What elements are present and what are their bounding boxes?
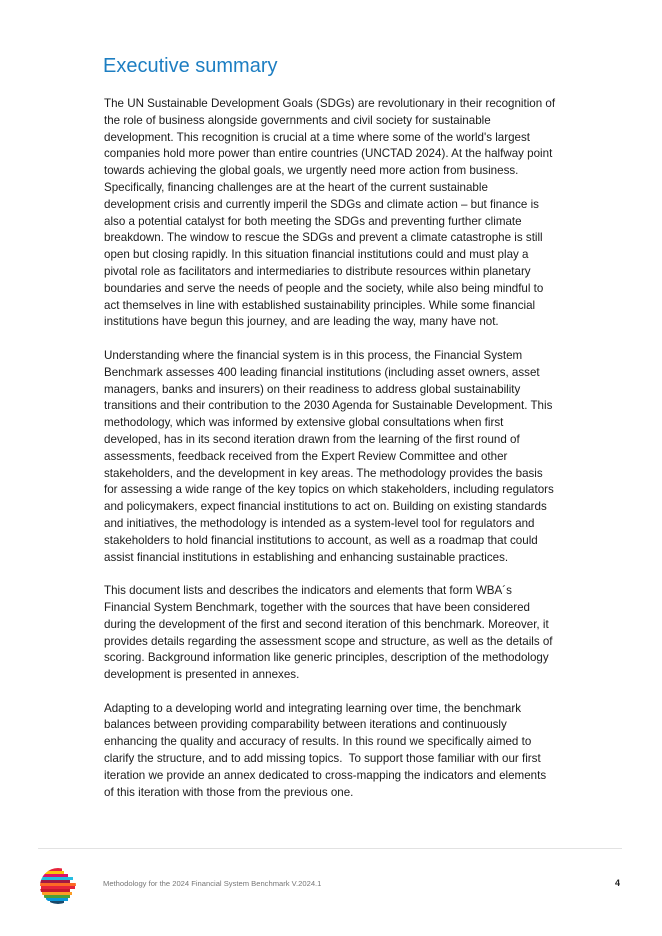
wba-logo-icon: [38, 866, 78, 906]
text-line: methodology, which was informed by extensive global consultations when first: [104, 416, 504, 430]
text-line: and initiatives, the methodology is intended as a system-level tool for regulators and: [104, 516, 535, 530]
footer-document-title: Methodology for the 2024 Financial System Benchmark V.2024.1: [103, 879, 322, 888]
text-line: Specifically, financing challenges are at the heart of the current sustainable: [104, 180, 488, 194]
text-line: towards achieving the global goals, we urgently need more action from business.: [104, 164, 519, 178]
text-line: managers, banks and insurers) on their readiness to address global sustainability: [104, 382, 521, 396]
text-line: the role of business alongside governments and civil society for sustainable: [104, 113, 491, 127]
text-line: Financial System Benchmark, together with the sources that have been considered: [104, 600, 530, 614]
text-line: Benchmark assesses 400 leading financial institutions (including asset owners, asset: [104, 365, 540, 379]
text-line: and policymakers, expect financial institutions to act on. Building on existing standards: [104, 500, 547, 514]
text-line: during the development of the first and second iteration of this benchmark. Moreover, it: [104, 617, 549, 631]
text-line: This document lists and describes the indicators and elements that form WBA´s: [104, 584, 512, 598]
text-line: stakeholders to hold financial institutions to account, as well as a roadmap that could: [104, 533, 538, 547]
page-number: 4: [615, 878, 621, 888]
text-line: development. This recognition is crucial at a time where some of the world's largest: [104, 130, 531, 144]
paragraph: [104, 348, 594, 566]
footer-divider: [38, 848, 622, 849]
paragraph: [104, 96, 594, 331]
paragraph: [104, 583, 594, 684]
text-line: development crisis and currently imperil the SDGs and climate action – but finance is: [104, 197, 539, 211]
text-line: Understanding where the financial system is in this process, the Financial System: [104, 348, 523, 362]
text-line: pivotal role as facilitators and intermediaries to distribute resources within planetary: [104, 264, 531, 278]
text-line: transitions and their contribution to the 2030 Agenda for Sustainable Development. This: [104, 399, 553, 413]
text-line: breakdown. The window to rescue the SDGs and prevent a climate catastrophe is still: [104, 231, 543, 245]
text-line: developed, has in its second iteration drawn from the learning of the first round of: [104, 432, 520, 446]
text-line: of this iteration with those from the previous one.: [104, 785, 354, 799]
text-line: act themselves in line with established sustainability principles. While some financial: [104, 298, 536, 312]
text-line: also a potential catalyst for both meeting the SDGs and preventing further climate: [104, 214, 522, 228]
paragraph: [104, 701, 594, 802]
text-line: development is presented in annexes.: [104, 668, 300, 682]
text-line: The UN Sustainable Development Goals (SDGs) are revolutionary in their recognition of: [104, 97, 556, 110]
text-line: open but closing rapidly. In this situation financial institutions could and must play a: [104, 248, 529, 262]
text-line: stakeholders, and the development in key areas. The methodology provides the basis: [104, 466, 543, 480]
text-line: balances between providing comparability between iterations and continuously: [104, 718, 507, 732]
text-line: for assessing a wide range of the key topics on which stakeholders, including regulators: [104, 483, 554, 497]
text-line: provides details regarding the assessment scope and structure, as well as the details of: [104, 634, 553, 648]
text-line: boundaries and serve the needs of people and the society, while also being mindful to: [104, 281, 544, 295]
text-line: enhancing the quality and accuracy of results. In this round we specifically aimed to: [104, 735, 532, 749]
text-line: companies hold more power than entire countries (UNCTAD 2024). At the halfway point: [104, 147, 553, 161]
text-line: scoring. Background information like generic principles, description of the methodology: [104, 651, 549, 665]
text-line: institutions have begun this journey, and are leading the way, many have not.: [104, 315, 499, 329]
text-line: Adapting to a developing world and integrating learning over time, the benchmark: [104, 701, 521, 715]
text-line: iteration we provide an annex dedicated to cross-mapping the indicators and elements: [104, 768, 547, 782]
document-body: [104, 96, 594, 818]
text-line: clarify the structure, and to add missing topics. To support those familiar with our first: [104, 752, 541, 766]
page-title: Executive summary: [103, 55, 278, 77]
text-line: assessments, feedback received from the Expert Review Committee and other: [104, 449, 508, 463]
text-line: assist financial institutions in establishing and enhancing sustainable practices.: [104, 550, 509, 564]
